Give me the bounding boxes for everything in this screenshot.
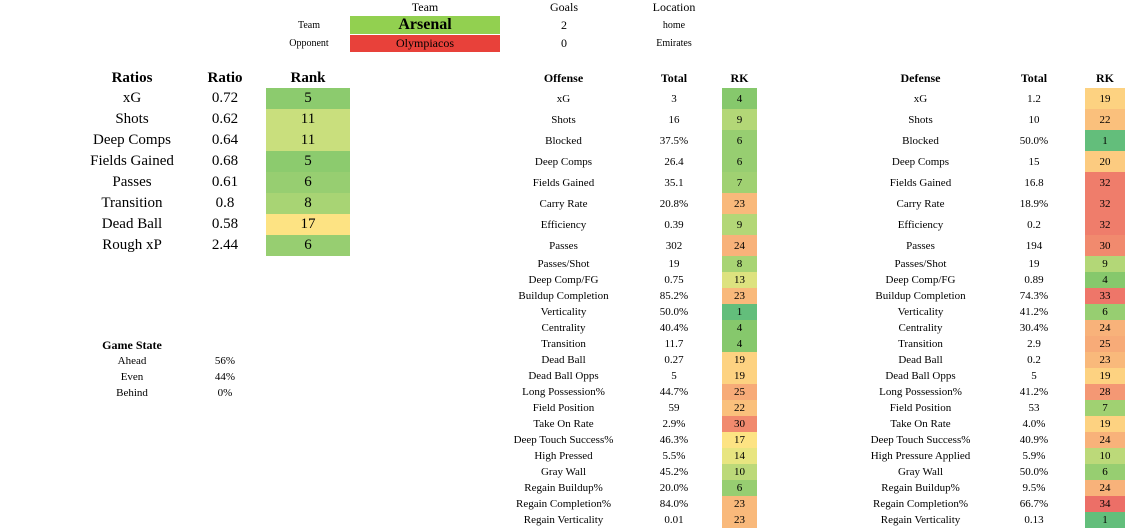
- defense-stat-label: Blocked: [902, 134, 939, 147]
- defense-rank-badge: 19: [1085, 368, 1125, 384]
- defense-stat-total: 2.9: [1027, 338, 1041, 350]
- defense-stat-label: Verticality: [897, 306, 944, 318]
- ratio-label: Transition: [101, 195, 163, 211]
- defense-rank-badge: 30: [1085, 235, 1125, 256]
- ratio-label: Deep Comps: [93, 132, 171, 148]
- team-location: home: [662, 19, 686, 31]
- defense-rank-badge: 10: [1085, 448, 1125, 464]
- defense-stat-total: 194: [1025, 239, 1043, 252]
- offense-stat-label: Efficiency: [540, 218, 587, 231]
- offense-rank-badge: 25: [722, 384, 757, 400]
- defense-stat-label: Efficiency: [897, 218, 944, 231]
- defense-stat-total: 66.7%: [1019, 498, 1049, 510]
- offense-rank-badge: 13: [722, 272, 757, 288]
- opponent-goals: 0: [561, 36, 567, 50]
- game-state-label: Behind: [116, 387, 148, 399]
- offense-stat-label: Dead Ball Opps: [528, 370, 599, 382]
- offense-stat-total: 46.3%: [659, 434, 689, 446]
- defense-stat-total: 41.2%: [1019, 386, 1049, 398]
- ratio-value: 0.8: [215, 195, 235, 211]
- defense-stat-label: Buildup Completion: [875, 290, 966, 302]
- offense-stat-total: 11.7: [664, 338, 684, 350]
- ratio-value: 0.62: [211, 111, 239, 127]
- offense-stat-label: Long Possession%: [522, 386, 605, 398]
- game-state-title: Game State: [102, 337, 162, 352]
- ratio-label: Rough xP: [102, 237, 162, 253]
- ratio-rank-badge: 11: [266, 130, 350, 151]
- offense-rank-badge: 24: [722, 235, 757, 256]
- col-header-goals: Goals: [550, 0, 578, 14]
- defense-stat-total: 4.0%: [1022, 418, 1046, 430]
- offense-rank-badge: 10: [722, 464, 757, 480]
- defense-stat-total: 1.2: [1027, 92, 1041, 105]
- defense-stat-total: 15: [1028, 155, 1040, 168]
- defense-stat-label: High Pressure Applied: [870, 450, 971, 462]
- ratio-value: 0.64: [211, 132, 239, 148]
- defense-stat-total: 16.8: [1024, 176, 1044, 189]
- defense-rank-badge: 24: [1085, 432, 1125, 448]
- offense-rank-badge: 7: [722, 172, 757, 193]
- defense-stat-label: xG: [913, 92, 928, 105]
- offense-rank-badge: 4: [722, 320, 757, 336]
- offense-stat-label: xG: [556, 92, 571, 105]
- defense-stat-total: 10: [1028, 113, 1040, 126]
- game-state-value: 0%: [217, 387, 233, 399]
- offense-stat-total: 3: [671, 92, 677, 105]
- offense-stat-total: 5: [671, 370, 677, 382]
- offense-rank-badge: 23: [722, 512, 757, 528]
- defense-stat-label: Take On Rate: [890, 418, 951, 430]
- offense-stat-total: 19: [668, 258, 680, 270]
- ratio-rank-badge: 5: [266, 88, 350, 109]
- defense-rank-badge: 32: [1085, 214, 1125, 235]
- game-state-label: Even: [120, 371, 144, 383]
- ratio-rank-badge: 8: [266, 193, 350, 214]
- offense-stat-label: Passes/Shot: [537, 258, 590, 270]
- offense-stat-label: Verticality: [540, 306, 587, 318]
- offense-stat-total: 0.75: [664, 274, 684, 286]
- col-header-team: Team: [411, 0, 439, 14]
- offense-rank-badge: 4: [722, 336, 757, 352]
- defense-stat-total: 53: [1028, 402, 1040, 414]
- defense-rank-badge: 25: [1085, 336, 1125, 352]
- defense-stat-label: Regain Buildup%: [881, 482, 960, 494]
- offense-stat-total: 44.7%: [659, 386, 689, 398]
- ratios-header-value: Ratio: [207, 70, 243, 86]
- offense-stat-total: 5.5%: [662, 450, 686, 462]
- offense-stat-label: Take On Rate: [533, 418, 594, 430]
- defense-stat-total: 0.89: [1024, 274, 1044, 286]
- offense-stat-total: 0.27: [664, 354, 684, 366]
- defense-stat-total: 18.9%: [1019, 197, 1049, 210]
- game-state-label: Ahead: [117, 355, 147, 367]
- ratio-value: 0.61: [211, 174, 239, 190]
- defense-stat-label: Field Position: [889, 402, 952, 414]
- team-goals: 2: [561, 17, 567, 32]
- defense-rank-badge: 6: [1085, 304, 1125, 320]
- ratio-rank-badge: 5: [266, 151, 350, 172]
- defense-header-total: Total: [1020, 71, 1048, 85]
- offense-stat-label: Dead Ball: [541, 354, 586, 366]
- defense-rank-badge: 32: [1085, 193, 1125, 214]
- defense-stat-label: Centrality: [898, 322, 943, 334]
- defense-stat-label: Deep Touch Success%: [870, 434, 971, 446]
- offense-header-rank: RK: [730, 71, 749, 85]
- defense-rank-badge: 22: [1085, 109, 1125, 130]
- defense-rank-badge: 24: [1085, 320, 1125, 336]
- offense-stat-total: 35.1: [664, 176, 684, 189]
- col-header-location: Location: [652, 0, 696, 14]
- ratio-rank-badge: 6: [266, 172, 350, 193]
- ratio-rank-badge: 17: [266, 214, 350, 235]
- offense-stat-label: Carry Rate: [539, 197, 588, 210]
- ratio-label: Fields Gained: [90, 153, 174, 169]
- offense-stat-label: Regain Buildup%: [524, 482, 603, 494]
- defense-stat-total: 0.13: [1024, 514, 1044, 526]
- defense-rank-badge: 1: [1085, 512, 1125, 528]
- defense-stat-label: Shots: [908, 113, 933, 126]
- offense-stat-label: Blocked: [545, 134, 582, 147]
- ratios-header-label: Ratios: [111, 70, 153, 86]
- offense-stat-label: Passes: [549, 239, 578, 252]
- defense-stat-label: Deep Comps: [891, 155, 950, 168]
- offense-stat-total: 26.4: [664, 155, 684, 168]
- ratio-label: Shots: [115, 111, 149, 127]
- defense-rank-badge: 20: [1085, 151, 1125, 172]
- defense-stat-total: 41.2%: [1019, 306, 1049, 318]
- defense-header-rank: RK: [1096, 71, 1114, 85]
- offense-stat-total: 37.5%: [659, 134, 689, 147]
- offense-rank-badge: 6: [722, 151, 757, 172]
- defense-stat-label: Regain Completion%: [872, 498, 968, 510]
- offense-stat-label: Field Position: [532, 402, 595, 414]
- offense-rank-badge: 14: [722, 448, 757, 464]
- offense-rank-badge: 8: [722, 256, 757, 272]
- ratio-value: 0.72: [211, 90, 239, 106]
- offense-stat-total: 50.0%: [659, 306, 689, 318]
- defense-rank-badge: 19: [1085, 416, 1125, 432]
- offense-rank-badge: 9: [722, 109, 757, 130]
- offense-stat-label: Deep Comp/FG: [528, 274, 599, 286]
- defense-stat-label: Passes: [906, 239, 935, 252]
- defense-stat-label: Long Possession%: [879, 386, 962, 398]
- defense-stat-label: Passes/Shot: [894, 258, 947, 270]
- offense-rank-badge: 23: [722, 193, 757, 214]
- defense-stat-total: 50.0%: [1019, 466, 1049, 478]
- offense-stat-label: High Pressed: [534, 450, 593, 462]
- defense-stat-label: Carry Rate: [896, 197, 945, 210]
- defense-stat-label: Regain Verticality: [880, 514, 961, 526]
- defense-stat-total: 19: [1028, 258, 1040, 270]
- ratios-header-rank: Rank: [290, 70, 326, 86]
- offense-stat-label: Regain Completion%: [515, 498, 611, 510]
- defense-rank-badge: 23: [1085, 352, 1125, 368]
- defense-rank-badge: 28: [1085, 384, 1125, 400]
- offense-stat-label: Deep Comps: [534, 155, 593, 168]
- offense-stat-total: 20.8%: [659, 197, 689, 210]
- offense-stat-total: 20.0%: [659, 482, 689, 494]
- defense-rank-badge: 34: [1085, 496, 1125, 512]
- opponent-row-label: Opponent: [289, 38, 329, 49]
- defense-stat-total: 30.4%: [1019, 322, 1049, 334]
- defense-rank-badge: 33: [1085, 288, 1125, 304]
- offense-stat-total: 45.2%: [659, 466, 689, 478]
- offense-header-label: Offense: [543, 71, 584, 85]
- ratio-label: Passes: [112, 174, 152, 190]
- offense-stat-label: Centrality: [541, 322, 586, 334]
- opponent-location: Emirates: [656, 38, 692, 49]
- defense-stat-total: 9.5%: [1022, 482, 1046, 494]
- defense-stat-total: 50.0%: [1019, 134, 1049, 147]
- offense-rank-badge: 4: [722, 88, 757, 109]
- offense-stat-total: 2.9%: [662, 418, 686, 430]
- offense-stat-label: Deep Touch Success%: [513, 434, 614, 446]
- opponent-name: Olympiacos: [350, 35, 500, 52]
- offense-stat-total: 0.01: [664, 514, 684, 526]
- defense-stat-label: Gray Wall: [897, 466, 944, 478]
- defense-stat-label: Transition: [898, 338, 943, 350]
- ratio-value: 0.58: [211, 216, 239, 232]
- offense-stat-total: 84.0%: [659, 498, 689, 510]
- defense-rank-badge: 32: [1085, 172, 1125, 193]
- ratio-value: 2.44: [211, 237, 239, 253]
- defense-rank-badge: 19: [1085, 88, 1125, 109]
- defense-stat-total: 5: [1031, 370, 1037, 382]
- defense-stat-total: 0.2: [1027, 354, 1041, 366]
- offense-stat-label: Regain Verticality: [523, 514, 604, 526]
- ratio-label: xG: [122, 90, 142, 106]
- defense-rank-badge: 7: [1085, 400, 1125, 416]
- game-state-value: 56%: [214, 355, 236, 367]
- offense-stat-total: 302: [665, 239, 683, 252]
- offense-rank-badge: 9: [722, 214, 757, 235]
- offense-stat-total: 59: [668, 402, 680, 414]
- offense-stat-total: 40.4%: [659, 322, 689, 334]
- game-state-value: 44%: [214, 371, 236, 383]
- offense-rank-badge: 19: [722, 352, 757, 368]
- ratio-rank-badge: 11: [266, 109, 350, 130]
- offense-rank-badge: 6: [722, 130, 757, 151]
- offense-stat-label: Gray Wall: [540, 466, 587, 478]
- defense-header-label: Defense: [900, 71, 941, 85]
- offense-header-total: Total: [660, 71, 688, 85]
- defense-stat-total: 74.3%: [1019, 290, 1049, 302]
- ratio-label: Dead Ball: [101, 216, 163, 232]
- defense-stat-label: Deep Comp/FG: [885, 274, 956, 286]
- offense-rank-badge: 23: [722, 496, 757, 512]
- defense-stat-total: 40.9%: [1019, 434, 1049, 446]
- defense-rank-badge: 9: [1085, 256, 1125, 272]
- ratio-value: 0.68: [211, 153, 239, 169]
- offense-rank-badge: 22: [722, 400, 757, 416]
- offense-stat-total: 0.39: [664, 218, 684, 231]
- defense-stat-total: 0.2: [1027, 218, 1041, 231]
- offense-stat-total: 16: [668, 113, 680, 126]
- defense-rank-badge: 6: [1085, 464, 1125, 480]
- offense-rank-badge: 17: [722, 432, 757, 448]
- ratio-rank-badge: 6: [266, 235, 350, 256]
- offense-stat-total: 85.2%: [659, 290, 689, 302]
- offense-rank-badge: 23: [722, 288, 757, 304]
- team-row-label: Team: [297, 20, 321, 31]
- team-name: Arsenal: [350, 16, 500, 34]
- offense-stat-label: Fields Gained: [532, 176, 595, 189]
- offense-rank-badge: 19: [722, 368, 757, 384]
- defense-rank-badge: 1: [1085, 130, 1125, 151]
- offense-stat-label: Buildup Completion: [518, 290, 609, 302]
- offense-rank-badge: 30: [722, 416, 757, 432]
- defense-stat-label: Fields Gained: [889, 176, 952, 189]
- defense-stat-label: Dead Ball Opps: [885, 370, 956, 382]
- defense-rank-badge: 4: [1085, 272, 1125, 288]
- offense-rank-badge: 1: [722, 304, 757, 320]
- defense-stat-total: 5.9%: [1022, 450, 1046, 462]
- offense-rank-badge: 6: [722, 480, 757, 496]
- defense-stat-label: Dead Ball: [898, 354, 943, 366]
- defense-rank-badge: 24: [1085, 480, 1125, 496]
- offense-stat-label: Shots: [551, 113, 576, 126]
- offense-stat-label: Transition: [541, 338, 586, 350]
